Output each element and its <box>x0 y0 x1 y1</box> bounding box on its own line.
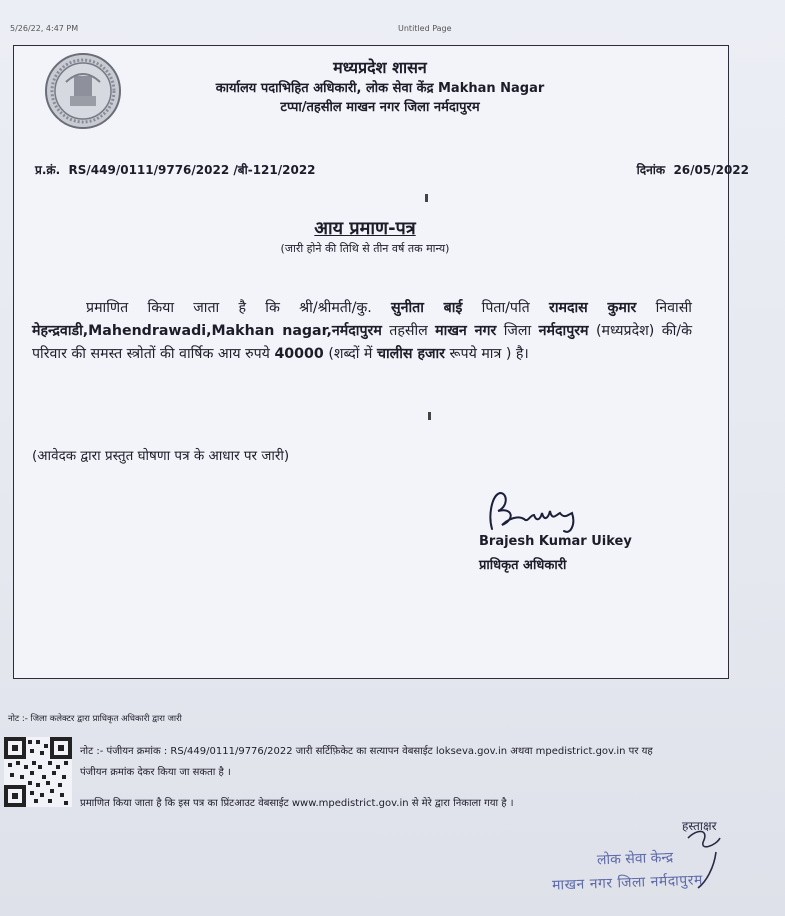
ink-mark <box>428 412 431 420</box>
district-name: नर्मदापुरम <box>538 323 589 339</box>
office-address: टप्पा/तहसील माखन नगर जिला नर्मदापुरम <box>280 100 480 115</box>
applicant-name: सुनीता बाई <box>391 300 463 316</box>
body-text: पिता/पति <box>481 300 530 316</box>
certificate-title: आय प्रमाण-पत्र <box>314 218 416 239</box>
body-text: जिला <box>503 323 532 339</box>
printout-note: प्रमाणित किया जाता है कि इस पत्र का प्रिंटआउट वेबसाईट www.mpedistrict.gov.in से मेरे द्वारा निकाला गया है । <box>80 798 514 809</box>
collector-note: नोट :- जिला कलेक्टर द्वारा प्राधिकृत अधिकारी द्वारा जारी <box>8 714 182 724</box>
date-label: दिनांक <box>636 163 666 177</box>
certificate-body <box>32 297 692 366</box>
issue-date <box>637 161 749 178</box>
stamp-signature-label: हस्ताक्षर <box>682 819 717 833</box>
ref-label: प्र.क्रं. <box>35 163 61 177</box>
body-text: (मध्यप्रदेश) की/के परिवार की समस्त स्त्रोतों की वार्षिक आय रुपये <box>32 323 692 362</box>
body-text: (शब्दों में <box>328 346 373 362</box>
declaration-note: (आवेदक द्वारा प्रस्तुत घोषणा पत्र के आधार पर जारी) <box>32 448 290 464</box>
body-text: प्रमाणित किया जाता है कि श्री/श्रीमती/कु. <box>86 300 372 316</box>
mp-govt-emblem-icon <box>44 52 122 130</box>
father-name: रामदास कुमार <box>549 300 637 316</box>
office-heading: कार्यालय पदाभिहित अधिकारी, लोक सेवा केंद्र Makhan Nagar <box>215 81 545 96</box>
body-text: तहसील <box>389 323 428 339</box>
signatory-role: प्राधिकृत अधिकारी <box>479 558 567 573</box>
income-amount-words: चालीस हजार <box>376 346 445 362</box>
reference-number <box>35 161 316 178</box>
govt-heading: मध्यप्रदेश शासन <box>333 58 427 77</box>
tehsil-name: माखन नगर <box>435 323 497 339</box>
body-text: निवासी <box>655 300 692 316</box>
stamp-line-1: लोक सेवा केन्द्र <box>596 849 674 869</box>
validity-note: (जारी होने की तिथि से तीन वर्ष तक मान्य) <box>280 242 450 255</box>
ref-value: RS/449/0111/9776/2022 /बी-121/2022 <box>68 163 316 177</box>
ink-mark <box>425 194 428 202</box>
print-page-title: Untitled Page <box>398 24 452 33</box>
qr-code-icon <box>4 737 72 807</box>
date-value: 26/05/2022 <box>673 163 749 177</box>
verification-note: नोट :- पंजीयन क्रमांक : RS/449/0111/9776/2022 जारी सर्टिफ़िकेट का सत्यापन वेबसाईट lokseva.gov.in अथवा mpedistrict.gov.in पर यह पंजीयन क्रमांक देकर किया जा सकता है । <box>80 746 653 778</box>
stamp-line-2: माखन नगर जिला नर्मदापुरम <box>551 872 704 894</box>
applicant-address: मेहन्द्रवाडी,Mahendrawadi,Makhan nagar,नर्मदापुरम <box>32 323 382 339</box>
print-datetime: 5/26/22, 4:47 PM <box>10 24 79 33</box>
body-text: रूपये मात्र ) है। <box>449 346 529 362</box>
handwritten-signature-icon <box>478 485 618 541</box>
signatory-name: Brajesh Kumar Uikey <box>479 534 632 549</box>
income-amount: 40000 <box>274 346 324 362</box>
